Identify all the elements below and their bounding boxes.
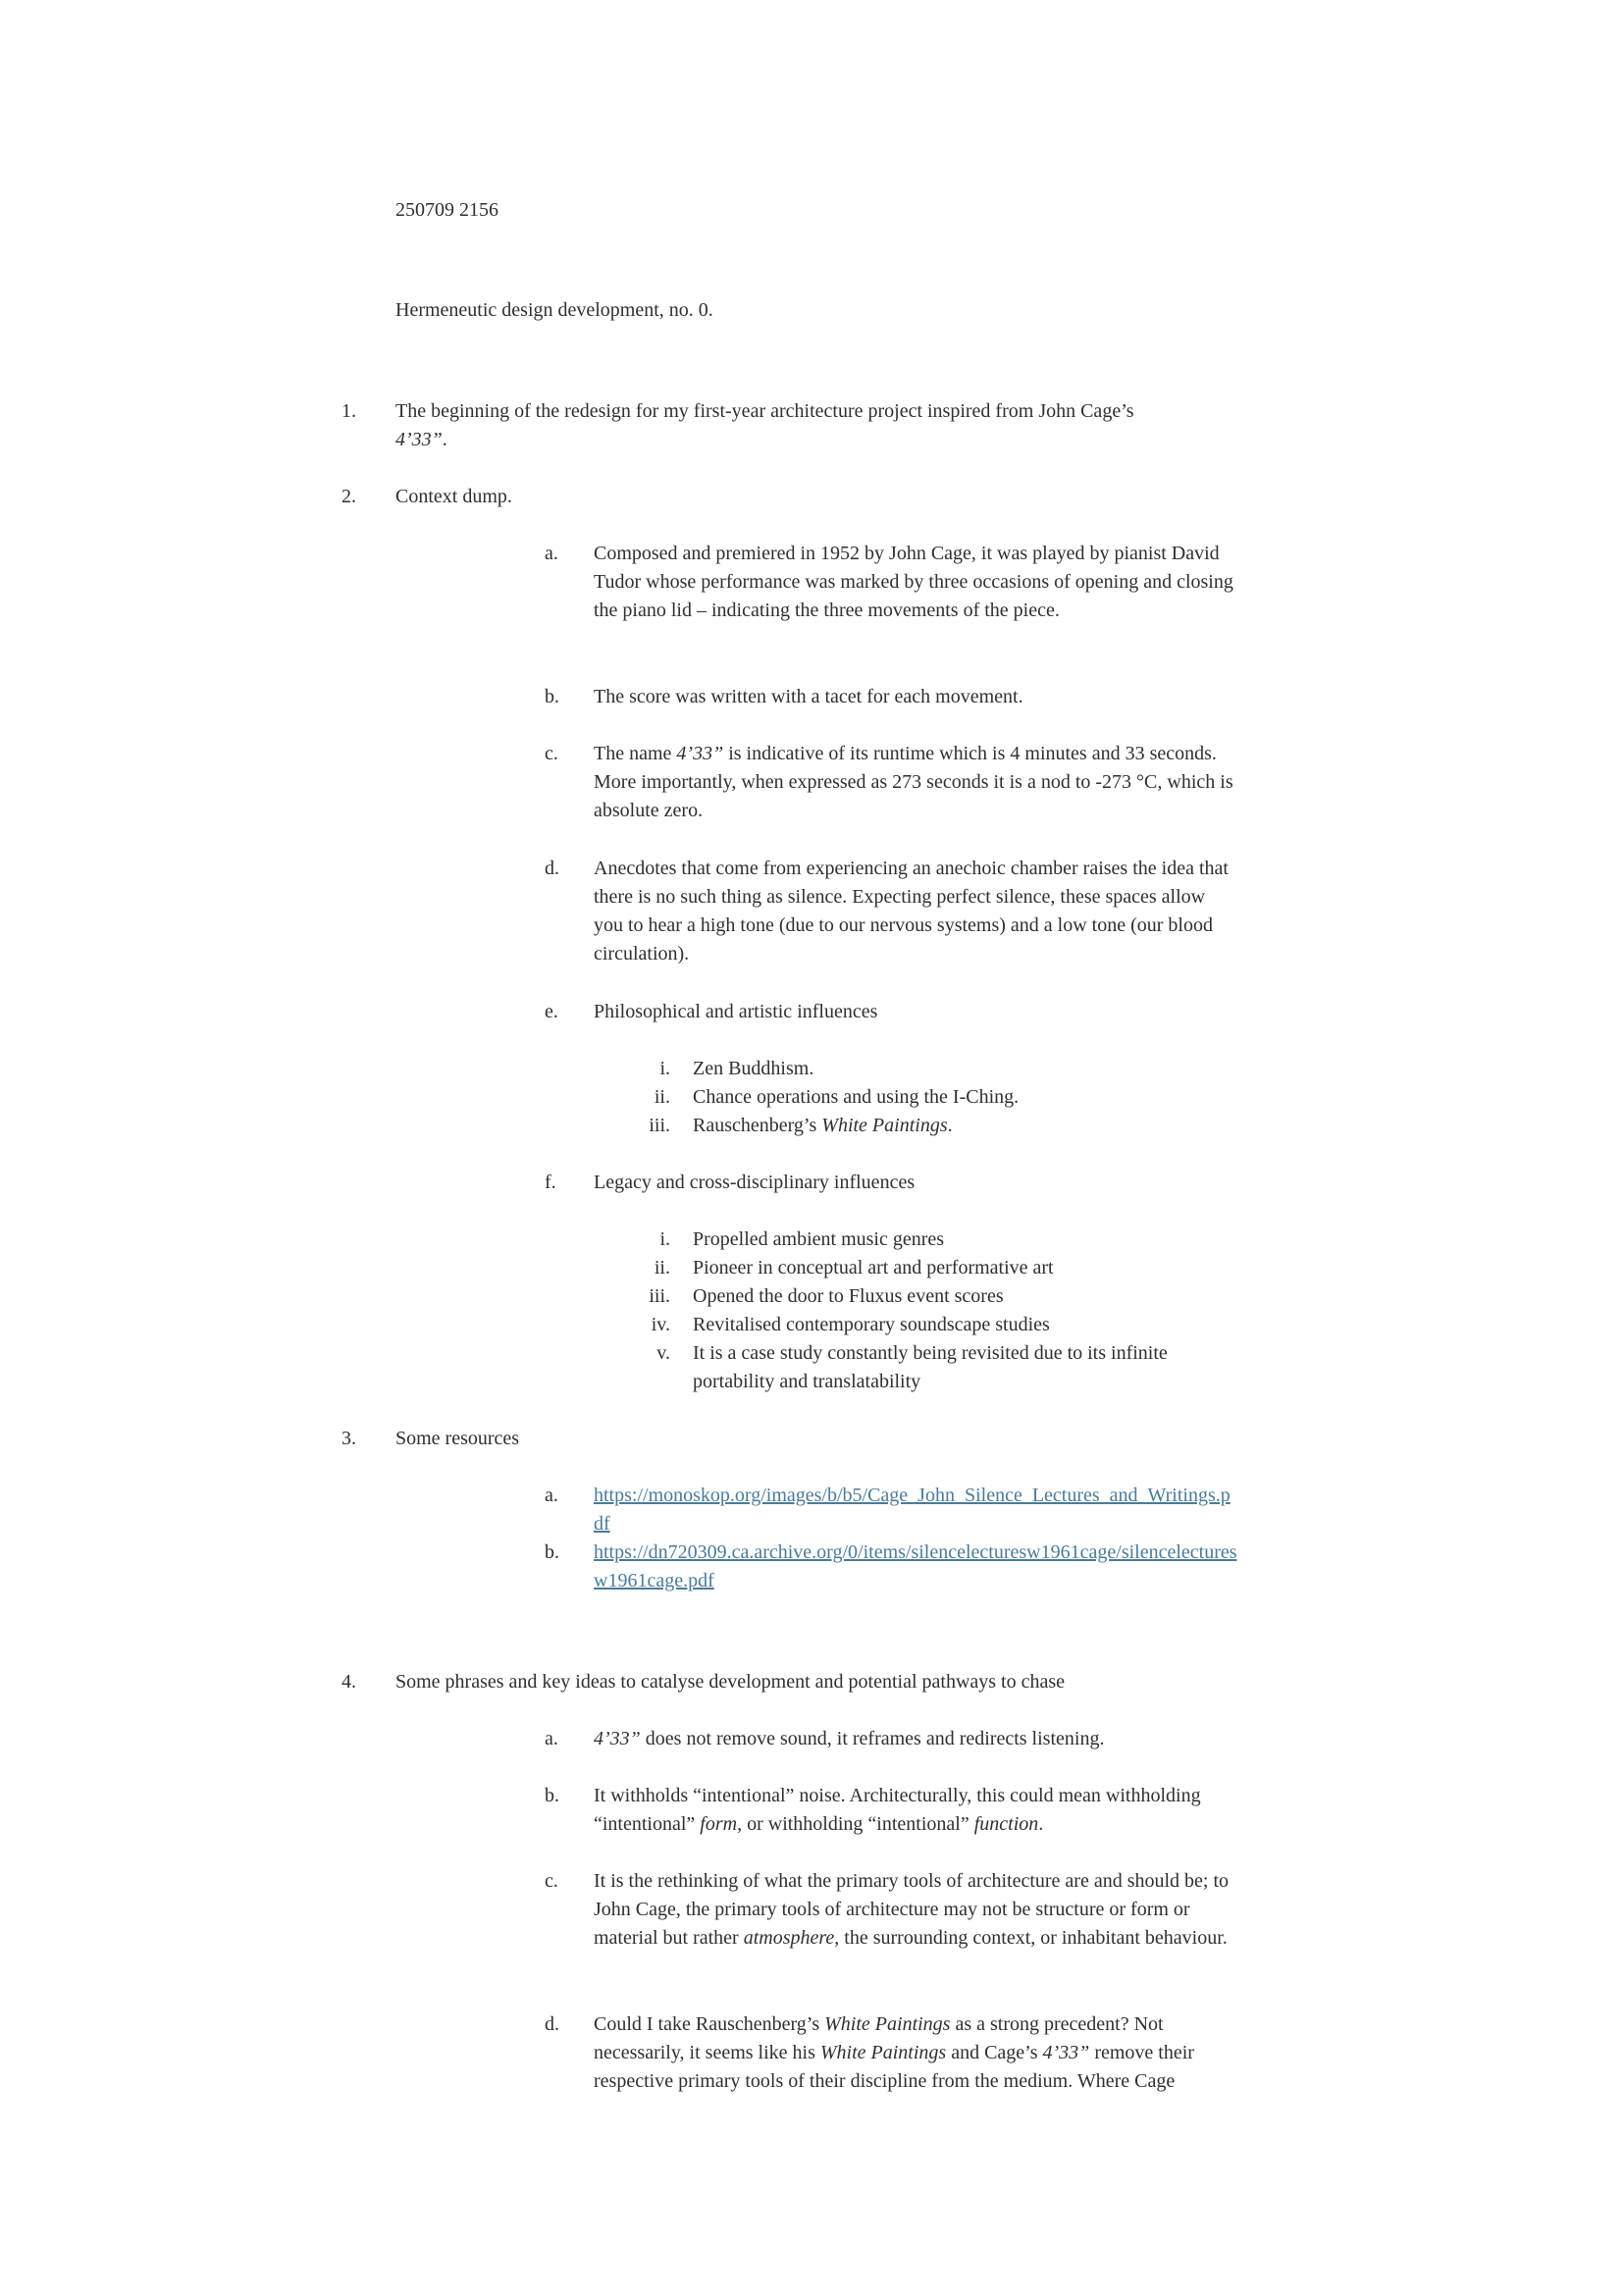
item-2f-v-text: It is a case study constantly being revisited due to its infinite portability and translatability bbox=[693, 1342, 1168, 1392]
item-2f-ii-text: Pioneer in conceptual art and performative art bbox=[693, 1257, 1054, 1278]
item-2f-iii-text: Opened the door to Fluxus event scores bbox=[693, 1285, 1004, 1307]
item-1-text bbox=[395, 397, 1239, 454]
item-4d-text bbox=[594, 2010, 1239, 2096]
item-2e-iii-marker: iii. bbox=[649, 1115, 670, 1136]
item-4a-text bbox=[594, 1725, 1239, 1753]
item-2f-v-marker: v. bbox=[656, 1342, 670, 1364]
item-4d-w2: White Paintings bbox=[819, 2042, 947, 2063]
item-4d-marker: d. bbox=[545, 2013, 559, 2035]
item-2f-i-text: Propelled ambient music genres bbox=[693, 1228, 945, 1250]
item-4d-w3: 4’33” bbox=[1042, 2042, 1090, 2063]
item-4a-marker: a. bbox=[545, 1728, 558, 1749]
item-4-text: Some phrases and key ideas to catalyse development and potential pathways to chase bbox=[395, 1671, 1066, 1693]
document-timestamp: 250709 2156 bbox=[395, 199, 498, 221]
item-2c-marker: c. bbox=[545, 743, 558, 764]
item-1-end: . bbox=[442, 429, 447, 450]
item-4c-marker: c. bbox=[545, 1870, 558, 1892]
item-2f-marker: f. bbox=[545, 1172, 556, 1193]
item-4d-t2: as a strong precedent? Not necessarily, it seems like his bbox=[594, 2013, 1164, 2063]
item-4b-marker: b. bbox=[545, 1785, 559, 1806]
item-2f-i-marker: i. bbox=[659, 1228, 670, 1250]
document-title: Hermeneutic design development, no. 0. bbox=[395, 299, 713, 321]
item-4c-t2: , the surrounding context, or inhabitant behaviour. bbox=[834, 1927, 1228, 1949]
item-2c-text bbox=[594, 740, 1239, 825]
item-2d-marker: d. bbox=[545, 858, 559, 879]
item-4b-w2: function bbox=[973, 1813, 1039, 1835]
item-2c-pre: The name bbox=[594, 743, 672, 764]
item-2e-i-marker: i. bbox=[659, 1058, 670, 1079]
item-4d-w1: White Paintings bbox=[824, 2013, 951, 2035]
item-4b-t3: . bbox=[1038, 1813, 1044, 1835]
item-4d-t3: and Cage’s bbox=[951, 2042, 1038, 2063]
item-2a-marker: a. bbox=[545, 543, 558, 564]
item-4b-t1: It withholds “intentional” noise. Architecturally, this could mean withholding “intentional” bbox=[594, 1785, 1201, 1835]
item-2b-marker: b. bbox=[545, 686, 559, 707]
item-4b-text bbox=[594, 1782, 1239, 1839]
item-2e-text: Philosophical and artistic influences bbox=[594, 1001, 878, 1022]
item-2d-text: Anecdotes that come from experiencing an anechoic chamber raises the idea that there is no such thing as silence. Expecting perfect silence, these spaces allow you to hear a high tone (due to our nervous systems) and a low tone (our blood circulation). bbox=[594, 858, 1229, 965]
item-2f-iv-text: Revitalised contemporary soundscape studies bbox=[693, 1314, 1050, 1335]
item-3-text: Some resources bbox=[395, 1428, 520, 1449]
item-4c-w1: atmosphere bbox=[743, 1927, 835, 1949]
item-3-marker: 3. bbox=[341, 1428, 356, 1449]
item-4b-w1: form bbox=[700, 1813, 738, 1835]
item-4d-t1: Could I take Rauschenberg’s bbox=[594, 2013, 820, 2035]
item-2e-iii-pre: Rauschenberg’s bbox=[693, 1115, 817, 1136]
item-1-work-title: 4’33” bbox=[395, 429, 443, 450]
item-2e-marker: e. bbox=[545, 1001, 558, 1022]
item-2c-post: is indicative of its runtime which is 4 minutes and 33 seconds. More importantly, when expressed as 273 seconds it is a nod to -273 °C, which is absolute zero. bbox=[594, 743, 1233, 821]
item-3a-marker: a. bbox=[545, 1485, 558, 1506]
item-3b-marker: b. bbox=[545, 1541, 559, 1563]
item-4c-text bbox=[594, 1867, 1239, 1953]
item-1-marker: 1. bbox=[341, 400, 356, 422]
item-4a-work-title: 4’33” bbox=[594, 1728, 641, 1749]
item-2f-iii-marker: iii. bbox=[649, 1285, 670, 1307]
item-2f-ii-marker: ii. bbox=[654, 1257, 670, 1278]
item-4-marker: 4. bbox=[341, 1671, 356, 1693]
item-2c-work-title: 4’33” bbox=[676, 743, 724, 764]
item-2e-i-text: Zen Buddhism. bbox=[693, 1058, 814, 1079]
item-4b-t2: , or withholding “intentional” bbox=[737, 1813, 969, 1835]
item-1-body: The beginning of the redesign for my first-year architecture project inspired from John Cage’s bbox=[395, 400, 1134, 422]
resource-link-monoskop[interactable]: https://monoskop.org/images/b/b5/Cage_John_Silence_Lectures_and_Writings.pdf bbox=[594, 1485, 1231, 1535]
item-2b-text: The score was written with a tacet for each movement. bbox=[594, 686, 1023, 707]
item-4c-t1: It is the rethinking of what the primary tools of architecture are and should be; to John Cage, the primary tools of architecture may not be structure or form or material but rather bbox=[594, 1870, 1230, 1949]
item-2e-iii-work-title: White Paintings bbox=[821, 1115, 948, 1136]
item-2f-text: Legacy and cross-disciplinary influences bbox=[594, 1172, 916, 1193]
item-2e-ii-marker: ii. bbox=[654, 1086, 670, 1108]
item-2-marker: 2. bbox=[341, 486, 356, 507]
item-4a-post: does not remove sound, it reframes and redirects listening. bbox=[645, 1728, 1105, 1749]
item-4d-t4: remove their respective primary tools of their discipline from the medium. Where Cage bbox=[594, 2042, 1194, 2092]
item-2e-iii-end: . bbox=[947, 1115, 953, 1136]
item-2a-text: Composed and premiered in 1952 by John Cage, it was played by pianist David Tudor whose performance was marked by three occasions of opening and closing the piano lid – indicating the three movements of the piece. bbox=[594, 543, 1233, 621]
item-2e-ii-text: Chance operations and using the I-Ching. bbox=[693, 1086, 1020, 1108]
item-2e-iii-text bbox=[693, 1112, 1242, 1140]
resource-link-archive[interactable]: https://dn720309.ca.archive.org/0/items/silencelecturesw1961cage/silencelecturesw1961cage.pdf bbox=[594, 1541, 1237, 1591]
item-2f-iv-marker: iv. bbox=[651, 1314, 670, 1335]
item-2-text: Context dump. bbox=[395, 486, 512, 507]
